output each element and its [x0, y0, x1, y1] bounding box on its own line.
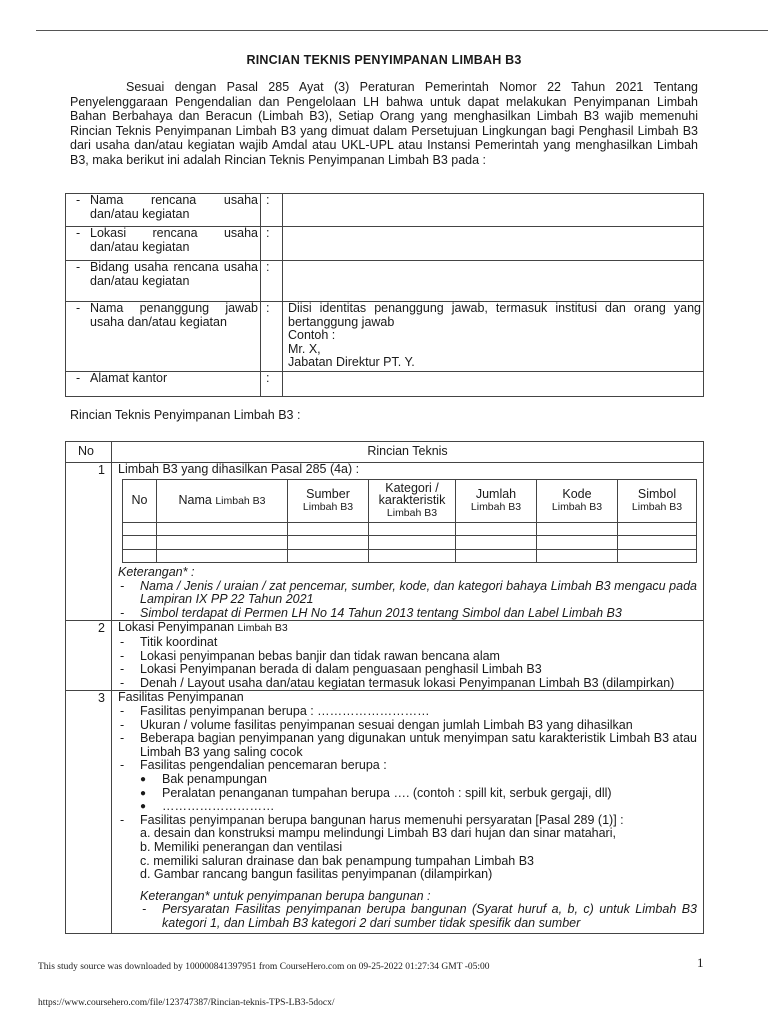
top-rule [36, 30, 768, 31]
info-label: Lokasi rencana usaha dan/atau kegiatan [90, 226, 258, 254]
bullet-item: ● ……………………… [140, 799, 275, 814]
limbah-col-simbol: Simbol Limbah B3 [618, 479, 697, 522]
info-value-line: Contoh : [288, 328, 336, 343]
keterangan-label: Keterangan* untuk penyimpanan berupa bangunan : [140, 888, 431, 903]
info-colon: : [261, 372, 283, 397]
info-row [66, 227, 704, 261]
limbah-col-sumber: Sumber Limbah B3 [288, 479, 369, 522]
list-item: - Denah / Layout usaha dan/atau kegiatan termasuk lokasi Penyimpanan Limbah B3 (dilampirkan) [120, 675, 675, 690]
intro-paragraph [70, 80, 698, 168]
rincian-row [66, 463, 704, 621]
rincian-table [65, 441, 704, 934]
info-value-cell[interactable] [283, 302, 704, 372]
limbah-col-jumlah: Jumlah Limbah B3 [456, 479, 537, 522]
keterangan-item: - Simbol terdapat di Permen LH No 14 Tahun 2013 tentang Simbol dan Label Limbah B3 [120, 605, 622, 620]
list-item: - Fasilitas penyimpanan berupa : ……………………… [120, 704, 430, 719]
rincian-row [66, 691, 704, 933]
info-colon: : [261, 302, 283, 372]
info-value-cell[interactable] [283, 194, 704, 227]
section-subheading: Rincian Teknis Penyimpanan Limbah B3 : [70, 408, 301, 422]
info-label: Bidang usaha rencana usaha dan/atau kegiatan [90, 260, 258, 288]
info-label: Nama penanggung jawab usaha dan/atau kegiatan [90, 301, 258, 329]
info-colon: : [261, 227, 283, 261]
info-label-cell: - Nama penanggung jawab usaha dan/atau kegiatan [66, 302, 261, 372]
limbah-empty-row[interactable] [123, 536, 697, 550]
info-label: Nama rencana usaha dan/atau kegiatan [90, 193, 258, 221]
info-label-cell: - Bidang usaha rencana usaha dan/atau kegiatan [66, 261, 261, 302]
limbah-header-row [123, 479, 697, 522]
list-item: - Lokasi Penyimpanan berada di dalam penguasaan penghasil Limbah B3 [120, 662, 542, 677]
info-value-cell[interactable] [283, 227, 704, 261]
info-value-cell[interactable] [283, 372, 704, 397]
info-value-cell[interactable] [283, 261, 704, 302]
list-item: - Ukuran / volume fasilitas penyimpanan sesuai dengan jumlah Limbah B3 yang dihasilkan [120, 717, 633, 732]
row-content [112, 621, 704, 691]
info-value-line: Jabatan Direktur PT. Y. [288, 355, 415, 370]
limbah-col-kategori: Kategori / karakteristik Limbah B3 [369, 479, 456, 522]
info-colon: : [261, 261, 283, 302]
limbah-table [122, 479, 697, 564]
bullet-item: ● Bak penampungan [140, 772, 267, 786]
info-label-cell: - Nama rencana usaha dan/atau kegiatan [66, 194, 261, 227]
info-value-line: Diisi identitas penanggung jawab, termasuk institusi dan orang yang bertanggung jawab [288, 301, 701, 329]
row-title: Limbah B3 yang dihasilkan Pasal 285 (4a) : [118, 462, 360, 476]
row-number: 1 [66, 463, 112, 621]
info-table [65, 193, 704, 397]
keterangan-item: - Nama / Jenis / uraian / zat pencemar, sumber, kode, dan kategori bahaya Limbah B3 mengacu pada Lampiran IX PP 22 Tahun 2021 [120, 578, 697, 607]
page-title: RINCIAN TEKNIS PENYIMPANAN LIMBAH B3 [246, 53, 522, 67]
limbah-col-no: No [123, 479, 157, 522]
download-notice: This study source was downloaded by 100000841397951 from CourseHero.com on 09-25-2022 01:27:34 GMT -05:00 [38, 962, 490, 972]
info-row [66, 302, 704, 372]
info-row [66, 372, 704, 397]
sub-item: d. Gambar rancang bangun fasilitas penyimpanan (dilampirkan) [140, 867, 493, 882]
row-title: Fasilitas Penyimpanan [118, 690, 244, 705]
sub-item: c. memiliki saluran drainase dan bak penampung tumpahan Limbah B3 [140, 853, 534, 868]
sub-item: b. Memiliki penerangan dan ventilasi [140, 839, 343, 854]
limbah-col-kode: Kode Limbah B3 [537, 479, 618, 522]
sub-item: a. desain dan konstruksi mampu melindungi Limbah B3 dari hujan dan sinar matahari, [140, 826, 616, 841]
source-url[interactable]: https://www.coursehero.com/file/123747387/Rincian-teknis-TPS-LB3-5docx/ [38, 998, 335, 1008]
intro-text: Sesuai dengan Pasal 285 Ayat (3) Peraturan Pemerintah Nomor 22 Tahun 2021 Tentang Penyelenggaraan Pengendalian dan Pengelolaan LH bahwa untuk dapat melakukan Penyimpanan Limbah Bahan Berbahaya dan Beracun (Limbah B3), Setiap Orang yang menghasilkan Limbah B3 wajib memenuhi Rincian Teknis Penyimpanan Limbah B3 yang dimuat dalam Persetujuan Lingkungan bagi Penghasil Limbah B3 dari usaha dan/atau kegiatan wajib Amdal atau UKL-UPL atau Instansi Pemerintah yang menghasilkan Limbah B3, maka berikut ini adalah Rincian Teknis Penyimpanan Limbah B3 pada : [70, 80, 698, 167]
list-item: - Fasilitas pengendalian pencemaran berupa : [120, 758, 387, 773]
info-label-cell: - Lokasi rencana usaha dan/atau kegiatan [66, 227, 261, 261]
row-content [112, 463, 704, 621]
limbah-empty-row[interactable] [123, 522, 697, 536]
list-item: - Beberapa bagian penyimpanan yang digunakan untuk menyimpan satu karakteristik Limbah B3 atau Limbah B3 yang saling cocok [120, 731, 697, 759]
limbah-col-nama: Nama Limbah B3 [157, 479, 288, 522]
info-label: Alamat kantor [90, 371, 168, 385]
row-title: Lokasi Penyimpanan Limbah B3 [118, 620, 288, 635]
header-rincian: Rincian Teknis [112, 442, 704, 463]
info-row [66, 194, 704, 227]
list-item: - Lokasi penyimpanan bebas banjir dan tidak rawan bencana alam [120, 648, 500, 663]
info-label-cell: - Alamat kantor [66, 372, 261, 397]
row-number: 3 [66, 691, 112, 933]
info-colon: : [261, 194, 283, 227]
rincian-row [66, 621, 704, 691]
row-content [112, 691, 704, 933]
info-value-line: Mr. X, [288, 341, 321, 356]
info-row [66, 261, 704, 302]
list-item: - Fasilitas penyimpanan berupa bangunan harus memenuhi persyaratan [Pasal 289 (1)] : [120, 812, 624, 827]
bullet-item: ● Peralatan penanganan tumpahan berupa …. (contoh : spill kit, serbuk gergaji, dll) [140, 785, 612, 800]
keterangan-label: Keterangan* : [118, 565, 195, 580]
limbah-empty-row[interactable] [123, 549, 697, 563]
page-number: 1 [697, 955, 704, 970]
header-no: No [66, 442, 112, 463]
keterangan-item: - Persyaratan Fasilitas penyimpanan berupa bangunan (Syarat huruf a, b, c) untuk Limbah B3 kategori 1, dan Limbah B3 kategori 2 dari sumber tidak spesifik dan sumber [142, 902, 697, 930]
row-number: 2 [66, 621, 112, 691]
rincian-header-row [66, 442, 704, 463]
list-item: - Titik koordinat [120, 635, 218, 650]
